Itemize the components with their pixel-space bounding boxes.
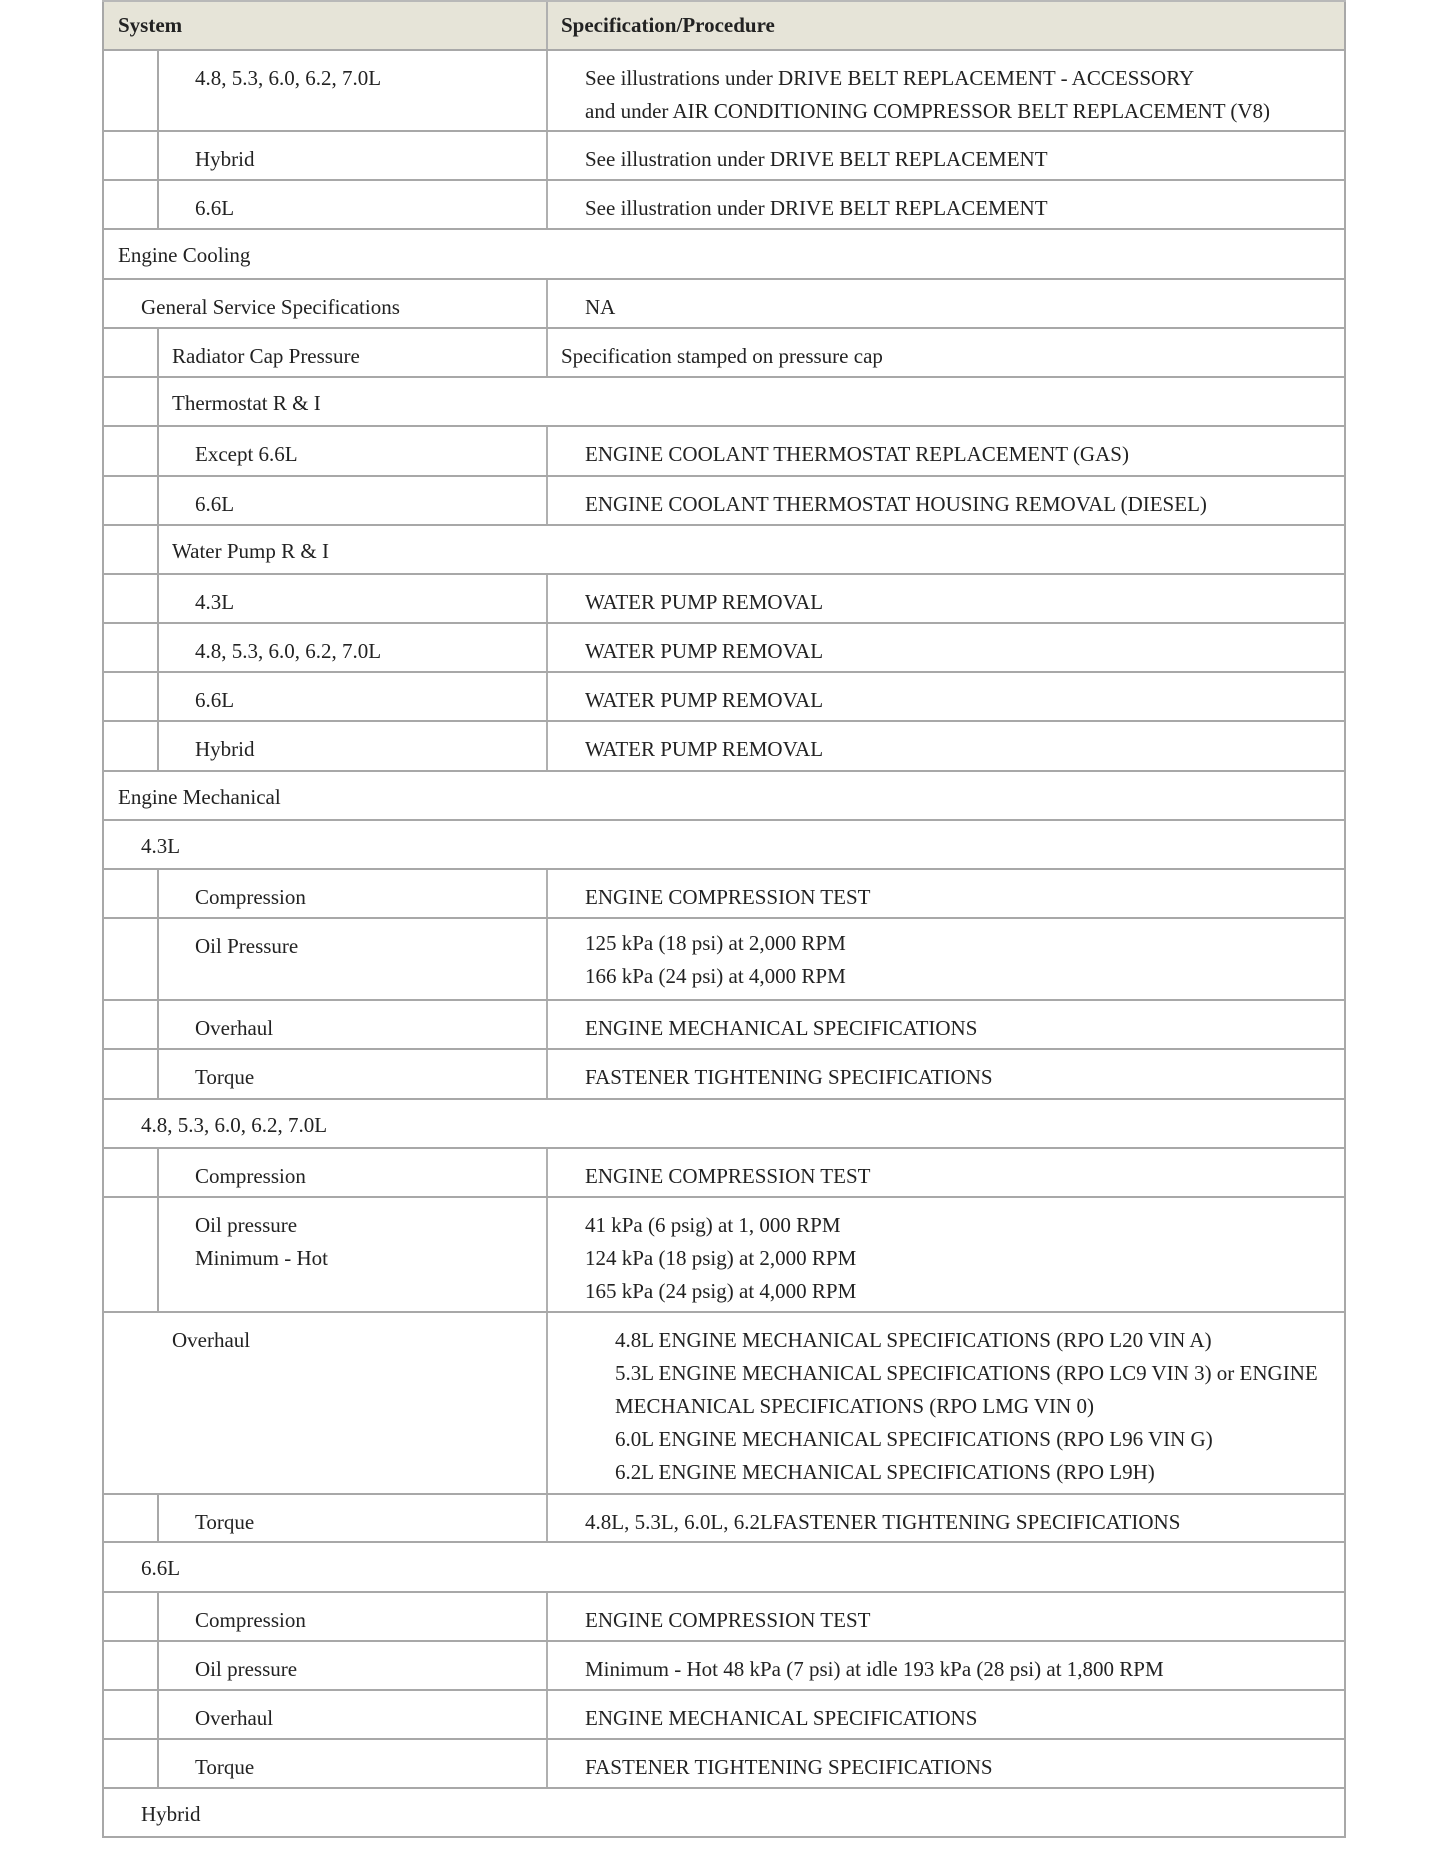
- spec-line: ENGINE MECHANICAL SPECIFICATIONS: [585, 1706, 978, 1730]
- table-row: [102, 1789, 1346, 1838]
- spec-line: and under AIR CONDITIONING COMPRESSOR BELT REPLACEMENT (V8): [585, 99, 1271, 123]
- indent-divider: [157, 1593, 159, 1640]
- spec-cell: [548, 1642, 1344, 1689]
- spec-cell: [548, 132, 1344, 179]
- table-row: [102, 772, 1346, 821]
- spec-cell: [548, 329, 1344, 376]
- spec-line: 125 kPa (18 psi) at 2,000 RPM: [585, 931, 846, 955]
- spec-line: 165 kPa (24 psig) at 4,000 RPM: [585, 1279, 857, 1303]
- indent-divider: [157, 477, 159, 524]
- spec-line: 6.0L ENGINE MECHANICAL SPECIFICATIONS (RPO L96 VIN G): [615, 1427, 1213, 1451]
- system-label: Torque: [195, 1755, 255, 1779]
- section-label: Thermostat R & I: [172, 391, 321, 415]
- indent-divider: [157, 722, 159, 770]
- spec-cell: [548, 673, 1344, 720]
- header-system: System: [104, 2, 548, 49]
- table-row: [102, 1691, 1346, 1740]
- table-row: [102, 1100, 1346, 1149]
- system-cell: [104, 132, 548, 179]
- table-row: [102, 1740, 1346, 1789]
- section-label: Engine Cooling: [118, 243, 251, 267]
- spec-line: WATER PUMP REMOVAL: [585, 590, 824, 614]
- spec-cell: [548, 181, 1344, 228]
- system-label: Overhaul: [195, 1706, 274, 1730]
- system-label: 4.8, 5.3, 6.0, 6.2, 7.0L: [195, 66, 382, 90]
- indent-divider: [157, 575, 159, 622]
- system-cell: [104, 1149, 548, 1196]
- system-cell: [104, 51, 548, 130]
- spec-cell: [548, 1313, 1344, 1493]
- spec-line: WATER PUMP REMOVAL: [585, 737, 824, 761]
- table-row: [102, 575, 1346, 624]
- spec-cell: [548, 1149, 1344, 1196]
- spec-cell: [548, 1740, 1344, 1787]
- spec-line: Minimum - Hot 48 kPa (7 psi) at idle 193 kPa (28 psi) at 1,800 RPM: [585, 1657, 1164, 1681]
- spec-cell: [548, 624, 1344, 671]
- section-label: Engine Mechanical: [118, 785, 281, 809]
- system-cell: [104, 1050, 548, 1098]
- table-header: [102, 2, 1346, 51]
- system-label: 4.3L: [195, 590, 235, 614]
- system-label: 6.6L: [195, 688, 235, 712]
- spec-line: 124 kPa (18 psig) at 2,000 RPM: [585, 1246, 857, 1270]
- system-cell: [104, 1198, 548, 1311]
- table-row: [102, 919, 1346, 1001]
- table-row: [102, 821, 1346, 870]
- spec-cell: [548, 1593, 1344, 1640]
- system-label: Hybrid: [195, 737, 255, 761]
- system-label: Hybrid: [195, 147, 255, 171]
- system-label: 4.8, 5.3, 6.0, 6.2, 7.0L: [195, 639, 382, 663]
- spec-line: Specification stamped on pressure cap: [561, 344, 883, 368]
- spec-line: WATER PUMP REMOVAL: [585, 639, 824, 663]
- system-cell: [104, 1593, 548, 1640]
- system-label: Radiator Cap Pressure: [172, 344, 360, 368]
- spec-cell: [548, 477, 1344, 524]
- section-cell: [104, 526, 1344, 573]
- system-cell: [104, 624, 548, 671]
- table-row: [102, 132, 1346, 181]
- spec-line: ENGINE MECHANICAL SPECIFICATIONS: [585, 1016, 978, 1040]
- system-label: 6.6L: [195, 196, 235, 220]
- system-label: Torque: [195, 1510, 255, 1534]
- system-cell: [104, 1691, 548, 1738]
- spec-line: ENGINE COMPRESSION TEST: [585, 1164, 871, 1188]
- section-cell: [104, 378, 1344, 425]
- spec-cell: [548, 51, 1344, 130]
- system-label: Overhaul: [195, 1016, 274, 1040]
- spec-line: ENGINE COMPRESSION TEST: [585, 885, 871, 909]
- spec-cell: [548, 1495, 1344, 1541]
- indent-divider: [157, 132, 159, 179]
- system-label: Oil pressure Minimum - Hot: [195, 1213, 329, 1270]
- spec-cell: [548, 1691, 1344, 1738]
- section-label: 6.6L: [141, 1556, 181, 1580]
- spec-line: FASTENER TIGHTENING SPECIFICATIONS: [585, 1755, 993, 1779]
- table-body: [102, 51, 1346, 1838]
- system-cell: [104, 427, 548, 475]
- spec-cell: [548, 1198, 1344, 1311]
- section-label: Hybrid: [141, 1802, 201, 1826]
- spec-cell: [548, 427, 1344, 475]
- spec-line: WATER PUMP REMOVAL: [585, 688, 824, 712]
- table-row: [102, 378, 1346, 427]
- table-row: [102, 1001, 1346, 1050]
- system-cell: [104, 1001, 548, 1048]
- spec-line: 166 kPa (24 psi) at 4,000 RPM: [585, 964, 846, 988]
- system-cell: [104, 477, 548, 524]
- table-row: [102, 1050, 1346, 1100]
- table-row: [102, 51, 1346, 132]
- spec-line: 41 kPa (6 psig) at 1, 000 RPM: [585, 1213, 841, 1237]
- table-row: [102, 870, 1346, 919]
- spec-table: [102, 0, 1346, 1838]
- section-cell: [104, 1543, 1344, 1591]
- table-row: [102, 1642, 1346, 1691]
- indent-divider: [157, 427, 159, 475]
- system-label: 6.6L: [195, 492, 235, 516]
- table-row: [102, 1198, 1346, 1313]
- section-cell: [104, 821, 1344, 868]
- indent-divider: [157, 673, 159, 720]
- indent-divider: [157, 1149, 159, 1196]
- table-row: [102, 1149, 1346, 1198]
- spec-line: 4.8L, 5.3L, 6.0L, 6.2LFASTENER TIGHTENING SPECIFICATIONS: [585, 1510, 1181, 1534]
- section-cell: [104, 1789, 1344, 1836]
- section-label: Water Pump R & I: [172, 539, 329, 563]
- table-row: [102, 1495, 1346, 1543]
- spec-line: 4.8L ENGINE MECHANICAL SPECIFICATIONS (RPO L20 VIN A): [615, 1328, 1212, 1352]
- system-cell: [104, 673, 548, 720]
- indent-divider: [157, 1642, 159, 1689]
- spec-line: See illustration under DRIVE BELT REPLACEMENT: [585, 147, 1048, 171]
- spec-line: 5.3L ENGINE MECHANICAL SPECIFICATIONS (RPO LC9 VIN 3) or ENGINE: [615, 1361, 1318, 1385]
- section-label: 4.8, 5.3, 6.0, 6.2, 7.0L: [141, 1113, 328, 1137]
- spec-line: FASTENER TIGHTENING SPECIFICATIONS: [585, 1065, 993, 1089]
- spec-cell: [548, 919, 1344, 999]
- system-cell: [104, 1495, 548, 1541]
- indent-divider: [157, 51, 159, 130]
- table-row: [102, 1593, 1346, 1642]
- indent-divider: [157, 1050, 159, 1098]
- system-label: Torque: [195, 1065, 255, 1089]
- header-spec: Specification/Procedure: [561, 13, 775, 37]
- system-cell: [104, 181, 548, 228]
- table-row: [102, 477, 1346, 526]
- indent-divider: [157, 378, 159, 425]
- system-label: Overhaul: [172, 1328, 251, 1352]
- indent-divider: [157, 919, 159, 999]
- indent-divider: [157, 526, 159, 573]
- spec-cell: [548, 280, 1344, 327]
- indent-divider: [157, 329, 159, 376]
- indent-divider: [157, 1198, 159, 1311]
- system-cell: [104, 722, 548, 770]
- spec-line: See illustration under DRIVE BELT REPLACEMENT: [585, 196, 1048, 220]
- system-label: Compression: [195, 1164, 306, 1188]
- spec-line: NA: [585, 295, 616, 319]
- indent-divider: [157, 1691, 159, 1738]
- spec-line: ENGINE COOLANT THERMOSTAT REPLACEMENT (GAS): [585, 442, 1129, 466]
- indent-divider: [157, 624, 159, 671]
- system-label: Compression: [195, 885, 306, 909]
- table-row: [102, 329, 1346, 378]
- system-cell: [104, 1642, 548, 1689]
- system-label: Oil Pressure: [195, 934, 299, 958]
- spec-line: MECHANICAL SPECIFICATIONS (RPO LMG VIN 0): [615, 1394, 1094, 1418]
- table-row: [102, 1313, 1346, 1495]
- system-label: Except 6.6L: [195, 442, 298, 466]
- system-cell: [104, 870, 548, 917]
- table-row: [102, 230, 1346, 280]
- spec-line: See illustrations under DRIVE BELT REPLACEMENT - ACCESSORY: [585, 66, 1195, 90]
- table-row: [102, 181, 1346, 230]
- table-row: [102, 280, 1346, 329]
- system-label: Oil pressure: [195, 1657, 298, 1681]
- indent-divider: [157, 1495, 159, 1541]
- spec-line: ENGINE COOLANT THERMOSTAT HOUSING REMOVAL (DIESEL): [585, 492, 1207, 516]
- system-cell: [104, 280, 548, 327]
- table-row: [102, 722, 1346, 772]
- table-row: [102, 427, 1346, 477]
- system-label: General Service Specifications: [141, 295, 400, 319]
- system-cell: [104, 919, 548, 999]
- section-cell: [104, 772, 1344, 819]
- section-cell: [104, 230, 1344, 278]
- table-row: [102, 526, 1346, 575]
- system-cell: [104, 1313, 548, 1493]
- indent-divider: [157, 181, 159, 228]
- section-cell: [104, 1100, 1344, 1147]
- spec-cell: [548, 1050, 1344, 1098]
- system-cell: [104, 575, 548, 622]
- spec-cell: [548, 1001, 1344, 1048]
- spec-cell: [548, 870, 1344, 917]
- table-row: [102, 1543, 1346, 1593]
- system-label: Compression: [195, 1608, 306, 1632]
- system-cell: [104, 329, 548, 376]
- section-label: 4.3L: [141, 834, 181, 858]
- indent-divider: [157, 870, 159, 917]
- indent-divider: [157, 1740, 159, 1787]
- table-row: [102, 673, 1346, 722]
- spec-cell: [548, 575, 1344, 622]
- spec-line: 6.2L ENGINE MECHANICAL SPECIFICATIONS (RPO L9H): [615, 1460, 1155, 1484]
- table-row: [102, 624, 1346, 673]
- spec-line: ENGINE COMPRESSION TEST: [585, 1608, 871, 1632]
- indent-divider: [157, 1001, 159, 1048]
- spec-cell: [548, 722, 1344, 770]
- system-cell: [104, 1740, 548, 1787]
